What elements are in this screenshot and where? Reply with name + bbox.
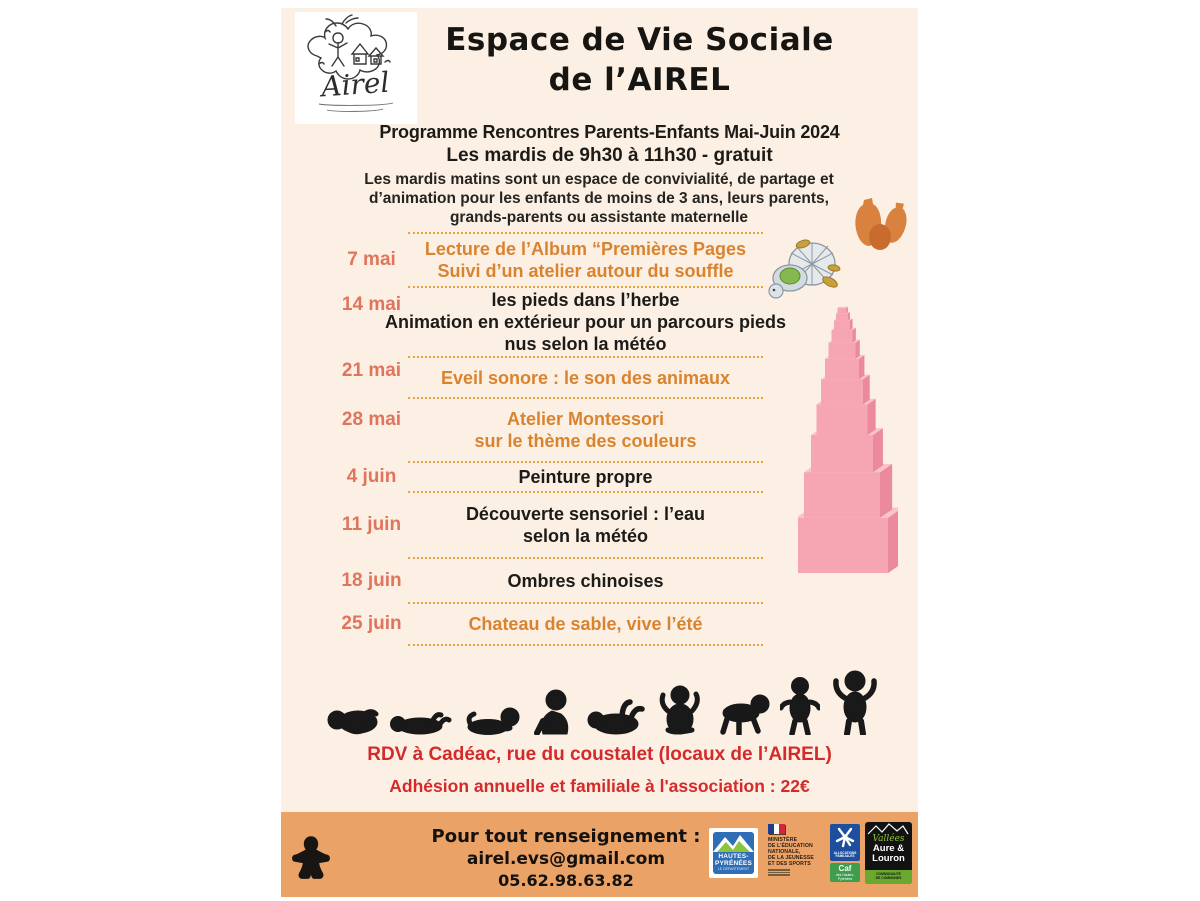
ministere-text-line: DE L’ÉDUCATION bbox=[768, 843, 813, 849]
schedule-activity: Ombres chinoises bbox=[507, 570, 664, 591]
airel-logo bbox=[295, 12, 417, 124]
contact-phone: 05.62.98.63.82 bbox=[498, 871, 634, 890]
french-flag-icon bbox=[768, 824, 785, 834]
title-line-2: de l’AIREL bbox=[548, 62, 731, 98]
contact-email: airel.evs@gmail.com bbox=[466, 849, 666, 869]
schedule-date: 18 juin bbox=[341, 569, 402, 591]
schedule-date: 4 juin bbox=[346, 466, 397, 487]
schedule-activity: Chateau de sable, vive l’été bbox=[468, 614, 703, 634]
baby-development-silhouettes bbox=[326, 653, 880, 735]
baby-silhouette-crawling bbox=[714, 691, 770, 735]
schedule-row bbox=[281, 492, 918, 558]
caf-name-text: Caf bbox=[838, 864, 852, 873]
contact-label: Pour tout renseignement : bbox=[431, 826, 701, 847]
hautes-pyrenees-logo bbox=[709, 828, 758, 878]
subtitle-line-1: Programme Rencontres Parents-Enfants Mai-Juin 2024 bbox=[379, 122, 840, 142]
caf-logo bbox=[830, 824, 860, 882]
vallees-aure-louron-logo bbox=[865, 822, 912, 884]
ministere-text-line: MINISTÈRE bbox=[768, 837, 798, 843]
schedule-row bbox=[281, 287, 918, 357]
airel-logo-drawing bbox=[295, 12, 417, 124]
airel-logo-wordmark: Airel bbox=[320, 65, 391, 104]
caf-symbol-icon bbox=[830, 824, 860, 850]
baby-silhouette-standing-arms-up bbox=[830, 669, 880, 735]
title-line-1: Espace de Vie Sociale bbox=[445, 22, 834, 58]
baby-silhouette-newborn-curled bbox=[326, 701, 380, 735]
baby-silhouette-sitting-arms-up bbox=[657, 683, 703, 735]
meeple-figure-icon bbox=[287, 834, 335, 901]
schedule-row bbox=[281, 232, 918, 287]
subtitle-line-2: Les mardis de 9h30 à 11h30 - gratuit bbox=[446, 145, 773, 166]
ministere-text-line: ET DES SPORTS bbox=[768, 861, 811, 867]
schedule-row bbox=[281, 398, 918, 462]
ministere-education-logo bbox=[768, 824, 824, 877]
schedule-row bbox=[281, 357, 918, 398]
program-subtitle bbox=[341, 120, 878, 168]
schedule-activity: Découverte sensoriel : l’eau selon la météo bbox=[465, 504, 706, 546]
baby-silhouette-rolling-legs-up bbox=[585, 695, 647, 735]
schedule-activity: les pieds dans l’herbe Animation en extérieur pour un parcours pieds nus selon la météo bbox=[384, 290, 787, 354]
venue-line: RDV à Cadéac, rue du coustalet (locaux de l’AIREL) bbox=[367, 744, 832, 765]
baby-silhouette-on-back bbox=[390, 707, 452, 735]
ministere-text-line: DE LA JEUNESSE bbox=[768, 855, 814, 861]
schedule-row bbox=[281, 462, 918, 492]
vallees-text-1: Vallées bbox=[872, 834, 905, 844]
mountain-sketch-icon bbox=[867, 823, 910, 835]
flyer-poster bbox=[281, 8, 918, 897]
schedule-list bbox=[281, 232, 918, 645]
membership-fee-line: Adhésion annuelle et familiale à l'association : 22€ bbox=[389, 776, 810, 796]
caf-org-text: ALLOCATIONS FAMILIALES bbox=[833, 850, 857, 859]
schedule-date: 21 mai bbox=[341, 360, 402, 381]
footer-band bbox=[281, 812, 918, 897]
schedule-activity: Atelier Montessori sur le thème des couleurs bbox=[474, 409, 697, 451]
schedule-row bbox=[281, 603, 918, 645]
baby-silhouette-head-up bbox=[531, 689, 575, 735]
page-title bbox=[421, 20, 858, 100]
schedule-date: 25 juin bbox=[341, 613, 402, 634]
schedule-activity: Lecture de l’Album “Premières Pages Suivi d’un atelier autour du souffle bbox=[424, 238, 747, 281]
caf-sub-text: des Hautes-Pyrénées bbox=[835, 873, 855, 881]
vallees-strip-text-1: COMMUNAUTÉ bbox=[876, 872, 901, 876]
contact-block bbox=[381, 826, 751, 892]
schedule-row bbox=[281, 558, 918, 603]
intro-paragraph: Les mardis matins sont un espace de convivialité, de partage et d’animation pour les enfants de moins de 3 ans, leurs parents, grands-parents ou assistante maternelle bbox=[364, 171, 834, 226]
schedule-date: 7 mai bbox=[347, 248, 396, 270]
hp-logo-text-2: PYRÉNÉES bbox=[714, 860, 752, 867]
mountains-icon bbox=[713, 832, 754, 852]
ministere-text-line: NATIONALE, bbox=[768, 849, 801, 855]
baby-silhouette-on-tummy bbox=[463, 705, 521, 735]
vallees-strip-text-2: DE COMMUNES bbox=[875, 876, 902, 880]
vallees-text-2: Aure & bbox=[872, 843, 905, 854]
schedule-activity: Peinture propre bbox=[518, 467, 653, 487]
schedule-activity: Eveil sonore : le son des animaux bbox=[440, 367, 731, 388]
hp-logo-text-3: LE DÉPARTEMENT bbox=[717, 867, 750, 871]
schedule-date: 11 juin bbox=[341, 514, 402, 535]
hp-logo-text-1: HAUTES- bbox=[718, 853, 749, 860]
schedule-date: 28 mai bbox=[341, 409, 402, 430]
ministere-motto-lines bbox=[768, 869, 824, 876]
vallees-text-3: Louron bbox=[872, 853, 905, 864]
baby-silhouette-standing-wobbly bbox=[780, 677, 820, 735]
schedule-date: 14 mai bbox=[341, 294, 402, 315]
